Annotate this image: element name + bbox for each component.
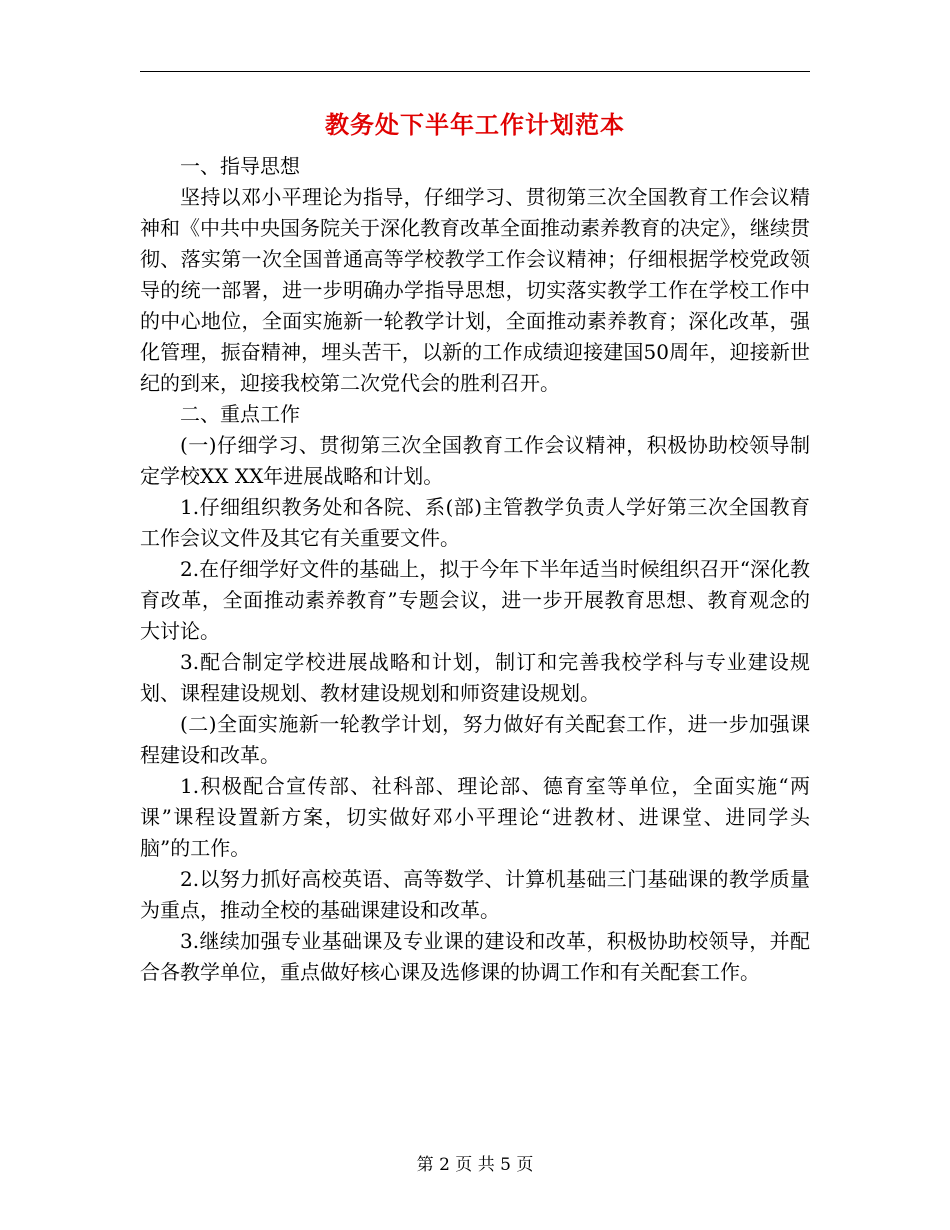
section-heading-guiding-thought: 一、指导思想 — [180, 154, 300, 178]
subsection-2-heading: (二)全面实施新一轮教学计划，努力做好有关配套工作，进一步加强课程建设和改革。 — [140, 712, 810, 767]
list-item: 3.继续加强专业基础课及专业课的建设和改革，积极协助校领导，并配合各教学单位，重点做好核心课及选修课的协调工作和有关配套工作。 — [140, 929, 810, 984]
list-item: 1.仔细组织教务处和各院、系(部)主管教学负责人学好第三次全国教育工作会议文件及其它有关重要文件。 — [140, 495, 810, 550]
page-number: 第 2 页 共 5 页 — [416, 1155, 534, 1175]
list-item: 3.配合制定学校进展战略和计划，制订和完善我校学科与专业建设规划、课程建设规划、教材建设规划和师资建设规划。 — [140, 650, 810, 705]
subsection-1-heading: (一)仔细学习、贯彻第三次全国教育工作会议精神，积极协助校领导制定学校XX XX年进展战略和计划。 — [140, 433, 810, 488]
document-body — [140, 151, 810, 988]
header-rule — [140, 71, 810, 72]
page-footer — [140, 1153, 810, 1177]
paragraph-guiding-thought: 坚持以邓小平理论为指导，仔细学习、贯彻第三次全国教育工作会议精神和《中共中央国务院关于深化教育改革全面推动素养教育的决定》，继续贯彻、落实第一次全国普通高等学校教学工作会议精神；仔细根据学校党政领导的统一部署，进一步明确办学指导思想，切实落实教学工作在学校工作中的中心地位，全面实施新一轮教学计划，全面推动素养教育；深化改革，强化管理，振奋精神，埋头苦干，以新的工作成绩迎接建国50周年，迎接新世纪的到来，迎接我校第二次党代会的胜利召开。 — [140, 185, 810, 395]
list-item: 1.积极配合宣传部、社科部、理论部、德育室等单位，全面实施“两课”课程设置新方案，切实做好邓小平理论“进教材、进课堂、进同学头脑”的工作。 — [140, 774, 810, 860]
section-heading-key-work: 二、重点工作 — [180, 402, 300, 426]
document-title: 教务处下半年工作计划范本 — [325, 110, 625, 139]
list-item: 2.在仔细学好文件的基础上，拟于今年下半年适当时候组织召开“深化教育改革，全面推动素养教育”专题会议，进一步开展教育思想、教育观念的大讨论。 — [140, 557, 810, 643]
list-item: 2.以努力抓好高校英语、高等数学、计算机基础三门基础课的教学质量为重点，推动全校的基础课建设和改革。 — [140, 867, 810, 922]
